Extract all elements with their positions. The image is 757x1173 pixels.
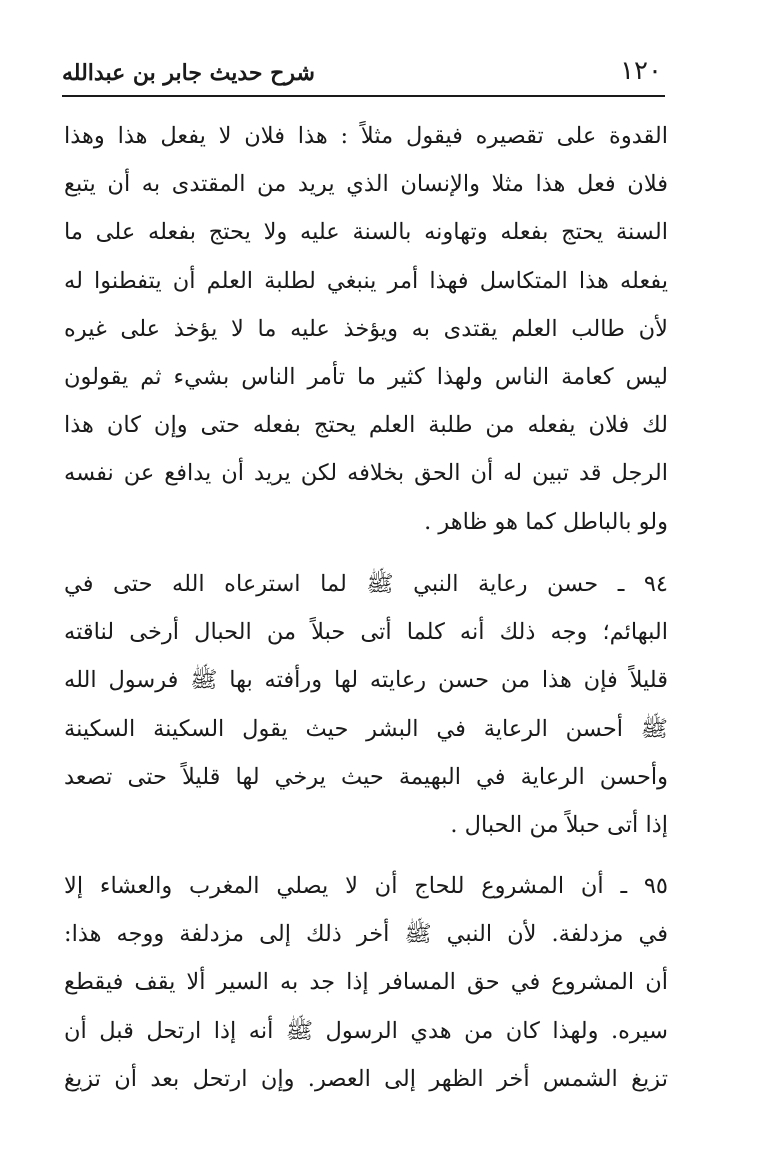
text-line: إذا أتى حبلاً من الحبال . (450, 811, 668, 838)
text-line: السنة يحتج بفعله وتهاونه بالسنة عليه ولا يحتج بفعله على ما (64, 219, 668, 246)
paragraph-95 (64, 862, 668, 1103)
text-line: سيره. ولهذا كان من هدي الرسول ﷺ أنه إذا ارتحل قبل أن (64, 1017, 668, 1044)
page-number: ١٢٠ (620, 56, 662, 86)
text-line: لك فلان يفعله من طلبة العلم يحتج بفعله حتى وإن كان هذا (64, 412, 668, 439)
text-line: في مزدلفة. لأن النبي ﷺ أخر ذلك إلى مزدلفة ووجه هذا: (64, 921, 668, 948)
text-line: فلان فعل هذا مثلا والإنسان الذي يريد من المقتدى به أن يتبع (64, 171, 668, 198)
text-line: البهائم؛ وجه ذلك أنه كلما أتى حبلاً من الحبال أرخى لناقته (64, 619, 668, 646)
paragraph-1 (64, 112, 668, 546)
paragraph-94 (64, 560, 668, 849)
text-line: تزيغ الشمس أخر الظهر إلى العصر. وإن ارتحل بعد أن تزيغ (64, 1065, 668, 1092)
header-divider (62, 95, 665, 97)
page-header (62, 52, 662, 92)
text-line: لأن طالب العلم يقتدى به ويؤخذ عليه ما لا يؤخذ على غيره (64, 315, 668, 342)
text-line: ٩٥ ـ أن المشروع للحاج أن لا يصلي المغرب والعشاء إلا (64, 873, 668, 899)
text-line: ولو بالباطل كما هو ظاهر . (424, 508, 668, 535)
text-line: ﷺ أحسن الرعاية في البشر حيث يقول السكينة السكينة (64, 715, 668, 742)
text-line: القدوة على تقصيره فيقول مثلاً : هذا فلان لا يفعل هذا وهذا (64, 123, 668, 149)
text-line: الرجل قد تبين له أن الحق بخلافه لكن يريد أن يدافع عن نفسه (64, 460, 668, 487)
running-title: شرح حديث جابر بن عبدالله (62, 60, 315, 86)
text-line: يفعله هذا المتكاسل فهذا أمر ينبغي لطلبة العلم أن يتفطنوا له (64, 267, 668, 294)
text-line: ليس كعامة الناس ولهذا كثير ما تأمر الناس بشيء ثم يقولون (64, 363, 668, 390)
text-line: ٩٤ ـ حسن رعاية النبي ﷺ لما استرعاه الله حتى في (64, 571, 668, 597)
text-line: قليلاً فإن هذا من حسن رعايته لها ورأفته بها ﷺ فرسول الله (64, 667, 668, 694)
text-line: وأحسن الرعاية في البهيمة حيث يرخي لها قليلاً حتى تصعد (64, 763, 668, 790)
text-line: أن المشروع في حق المسافر إذا جد به السير ألا يقف فيقطع (64, 969, 668, 996)
